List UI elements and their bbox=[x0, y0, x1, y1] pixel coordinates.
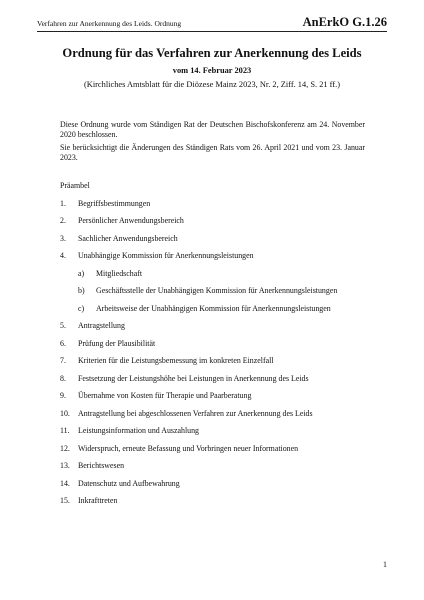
document-date: vom 14. Februar 2023 bbox=[172, 66, 252, 75]
toc-item bbox=[60, 234, 384, 252]
toc-label: Berichtswesen bbox=[78, 461, 125, 470]
document-title: Ordnung für das Verfahren zur Anerkennung des Leids bbox=[62, 46, 362, 60]
toc-label: Übernahme von Kosten für Therapie und Paarberatung bbox=[78, 391, 252, 400]
toc-item bbox=[60, 479, 384, 497]
intro-paragraph-1: Diese Ordnung wurde vom Ständigen Rat der Deutschen Bischofskonferenz am 24. November 2020 beschlossen. bbox=[60, 120, 365, 140]
toc-number: 7. bbox=[60, 356, 66, 365]
toc-label: Geschäftsstelle der Unabhängigen Kommission für Anerkennungsleistungen bbox=[96, 286, 338, 295]
toc-item bbox=[60, 496, 384, 514]
toc-label: Leistungsinformation und Auszahlung bbox=[78, 426, 199, 435]
toc-item bbox=[60, 444, 384, 462]
toc-number: 13. bbox=[60, 461, 70, 470]
toc-number: a) bbox=[78, 268, 85, 278]
toc-label: Prüfung der Plausibilität bbox=[78, 338, 156, 348]
toc-item bbox=[60, 461, 384, 479]
toc-label: Mitgliedschaft bbox=[96, 268, 143, 278]
intro-paragraph-2: Sie berücksichtigt die Änderungen des Ständigen Rats vom 26. April 2021 und vom 23. Januar 2023. bbox=[60, 142, 365, 163]
toc-label: Festsetzung der Leistungshöhe bei Leistungen in Anerkennung des Leids bbox=[78, 373, 309, 383]
toc-label: Begriffsbestimmungen bbox=[78, 198, 151, 208]
toc-number: 12. bbox=[60, 443, 70, 453]
title-block bbox=[37, 46, 387, 90]
toc-item bbox=[60, 339, 384, 357]
toc-label: Datenschutz und Aufbewahrung bbox=[78, 478, 180, 488]
toc-number: 15. bbox=[60, 496, 70, 505]
toc-label: Antragstellung bei abgeschlossenen Verfahren zur Anerkennung des Leids bbox=[78, 408, 313, 418]
toc-label: Persönlicher Anwendungsbereich bbox=[78, 216, 184, 225]
toc-item bbox=[60, 391, 384, 409]
toc-item bbox=[60, 251, 384, 269]
header-document-name: Verfahren zur Anerkennung des Leids. Ordnung bbox=[37, 19, 182, 28]
page-number: 1 bbox=[383, 560, 387, 569]
toc-item bbox=[60, 199, 384, 217]
running-header bbox=[37, 14, 387, 30]
toc-number: c) bbox=[78, 303, 85, 313]
toc-item bbox=[60, 216, 384, 234]
table-of-contents bbox=[60, 181, 384, 514]
toc-number: 4. bbox=[60, 251, 66, 260]
toc-label: Inkrafttreten bbox=[78, 496, 118, 505]
toc-number: 10. bbox=[60, 408, 70, 418]
toc-number: 5. bbox=[60, 321, 66, 330]
toc-preamble bbox=[60, 181, 384, 199]
toc-item bbox=[60, 356, 384, 374]
toc-label: Präambel bbox=[60, 181, 90, 190]
toc-number: 6. bbox=[60, 338, 66, 348]
toc-label: Kriterien für die Leistungsbemessung im konkreten Einzelfall bbox=[78, 356, 274, 365]
toc-label: Arbeitsweise der Unabhängigen Kommission für Anerkennungsleistungen bbox=[96, 303, 331, 313]
toc-label: Sachlicher Anwendungsbereich bbox=[78, 233, 178, 243]
toc-item bbox=[60, 409, 384, 427]
header-rule bbox=[37, 31, 387, 32]
header-document-code: AnErkO G.1.26 bbox=[302, 15, 387, 29]
intro-text bbox=[60, 120, 365, 166]
toc-label: Widerspruch, erneute Befassung und Vorbringen neuer Informationen bbox=[78, 443, 299, 453]
toc-number: b) bbox=[78, 286, 85, 295]
toc-item bbox=[60, 321, 384, 339]
toc-item bbox=[60, 374, 384, 392]
toc-number: 1. bbox=[60, 198, 66, 208]
toc-number: 14. bbox=[60, 478, 70, 488]
toc-number: 9. bbox=[60, 391, 66, 400]
document-source: (Kirchliches Amtsblatt für die Diözese Mainz 2023, Nr. 2, Ziff. 14, S. 21 ff.) bbox=[83, 80, 340, 89]
toc-number: 11. bbox=[60, 426, 70, 435]
toc-subitem bbox=[60, 269, 384, 287]
toc-label: Antragstellung bbox=[78, 321, 125, 330]
toc-label: Unabhängige Kommission für Anerkennungsleistungen bbox=[78, 251, 254, 260]
toc-number: 2. bbox=[60, 216, 66, 225]
toc-subitem bbox=[60, 304, 384, 322]
toc-number: 3. bbox=[60, 233, 66, 243]
toc-item bbox=[60, 426, 384, 444]
toc-number: 8. bbox=[60, 373, 66, 383]
toc-subitem bbox=[60, 286, 384, 304]
